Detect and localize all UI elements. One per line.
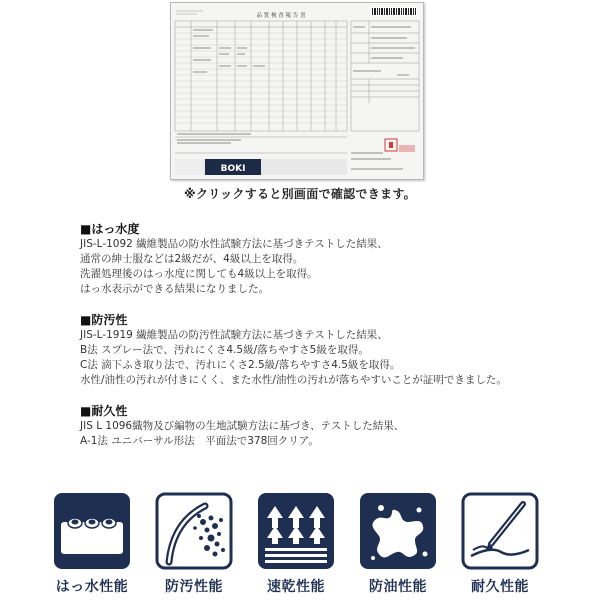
section-line: A-1法 ユニバーサル形法 平面法で378回クリア。 [80, 435, 319, 447]
feature-durability [448, 492, 552, 596]
feature-label: 耐久性能 [471, 579, 529, 595]
report-document-image [171, 3, 423, 179]
feature-icons [0, 492, 600, 600]
section-title: ■防汚性 [80, 313, 128, 327]
feature-water-repellent [40, 492, 144, 596]
report-thumbnail[interactable] [170, 2, 424, 180]
section-line: 通常の紳士服などは2級だが、4級以上を取得。 [80, 253, 304, 265]
section-line: 水性/油性の汚れが付きにくく、また水性/油性の汚れが落ちやすいことが証明できました。 [80, 374, 507, 386]
barcode-icon [371, 7, 417, 16]
feature-stain-resistant [142, 492, 246, 596]
section-line: JIS L 1096織物及び編物の生地試験方法に基づき、テストした結果、 [80, 420, 405, 432]
section-line: JIS-L-1919 繊維製品の防汚性試験方法に基づきテストした結果、 [80, 329, 388, 341]
report-title: 品 質 検 査 報 告 書 [256, 13, 306, 19]
svg-text:BOKI: BOKI [220, 164, 246, 174]
feature-label: 速乾性能 [267, 579, 325, 595]
quick-dry-icon [257, 492, 335, 570]
boki-logo [175, 159, 347, 175]
feature-oil-resistant [346, 492, 450, 596]
feature-label: はっ水性能 [55, 579, 129, 595]
section-line: はっ水表示ができる結果になりました。 [80, 283, 269, 295]
caption: ※クリックすると別画面で確認できます。 [184, 187, 416, 201]
section-line: B法 スプレー法で、汚れにくさ4.5級/落ちやすさ5級を取得。 [80, 344, 369, 356]
section-title: ■はっ水度 [80, 222, 140, 236]
description-sections [80, 222, 580, 465]
section-title: ■耐久性 [80, 404, 128, 418]
section-line: C法 滴下ふき取り法で、汚れにくさ2.5級/落ちやすさ4.5級を取得。 [80, 359, 401, 371]
water-repellent-icon [53, 492, 131, 570]
durability-icon [461, 492, 539, 570]
stain-resistant-icon [155, 492, 233, 570]
section-water-repellency [80, 222, 580, 297]
section-line: 洗濯処理後のはっ水度に関しても4級以上を取得。 [80, 268, 318, 280]
section-line: JIS-L-1092 繊維製品の防水性試験方法に基づきテストした結果、 [80, 238, 388, 250]
section-durability [80, 404, 580, 449]
section-stain-resistance [80, 313, 580, 388]
feature-label: 防油性能 [369, 579, 427, 595]
oil-resistant-icon [359, 492, 437, 570]
feature-quick-dry [244, 492, 348, 596]
feature-label: 防汚性能 [165, 579, 223, 595]
